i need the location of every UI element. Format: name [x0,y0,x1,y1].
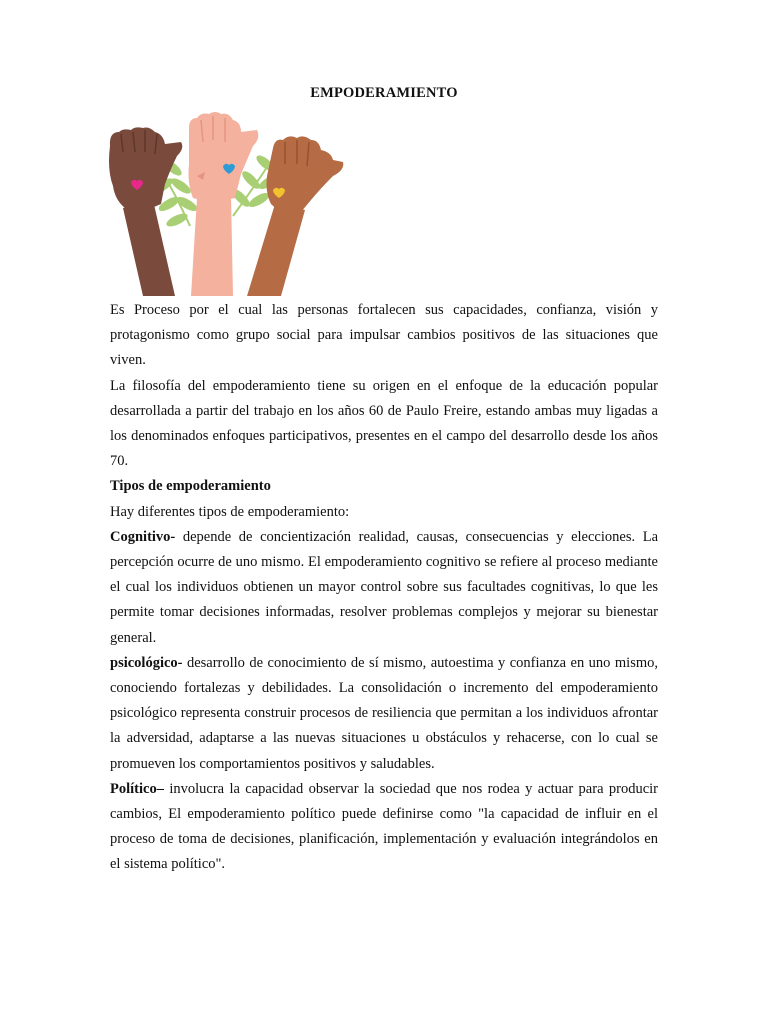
type-description: involucra la capacidad observar la sociedad que nos rodea y actuar para producir cambios, El empoderamiento político puede definirse como "la capacidad de influir en el proceso de toma de decisiones, planificación, implementación y evaluación integrándolos en el sistema político". [110,780,658,873]
section-heading: Tipos de empoderamiento [110,478,271,495]
type-description: depende de concientización realidad, causas, consecuencias y elecciones. La percepción ocurre de uno mismo. El empoderamiento cognitivo se refiere al proceso mediante el cual los individuos obtienen un mayor control sobre sus facultades cognitivas, lo que les permite tomar decisiones informadas, resolver problemas complejos y mejorar su bienestar general. [110,528,658,646]
raised-fists-icon [105,108,350,296]
type-paragraph-cognitivo [110,525,658,651]
type-paragraph-politico [110,777,658,878]
empowerment-illustration [105,108,350,296]
type-paragraph-psicologico [110,651,658,777]
document-body [110,298,658,878]
dark-fist-icon [109,127,182,296]
intro-paragraph: Es Proceso por el cual las personas fortalecen sus capacidades, confianza, visión y protagonismo como grupo social para impulsar cambios positivos de las situaciones que viven. [110,302,658,369]
type-description: desarrollo de conocimiento de sí mismo, autoestima y confianza en uno mismo, conociendo fortalezas y debilidades. La consolidación o incremento del empoderamiento psicológico representa construir procesos de resiliencia que permitan a los individuos afrontar la adversidad, adaptarse a las nuevas situaciones u obstáculos y rehacerse, con lo cual se promueven los comportamientos positivos y saludables. [110,654,658,772]
type-term: Cognitivo- [110,528,176,545]
document-title: EMPODERAMIENTO [310,85,458,101]
type-term: Político– [110,780,164,797]
intro-paragraph: La filosofía del empoderamiento tiene su origen en el enfoque de la educación popular desarrollada a partir del trabajo en los años 60 de Paulo Freire, estando ambas muy ligadas a los denominados enfoques participativos, presentes en el campo del desarrollo desde los años 70. [110,377,658,470]
types-intro: Hay diferentes tipos de empoderamiento: [110,503,350,520]
type-term: psicológico- [110,654,183,671]
